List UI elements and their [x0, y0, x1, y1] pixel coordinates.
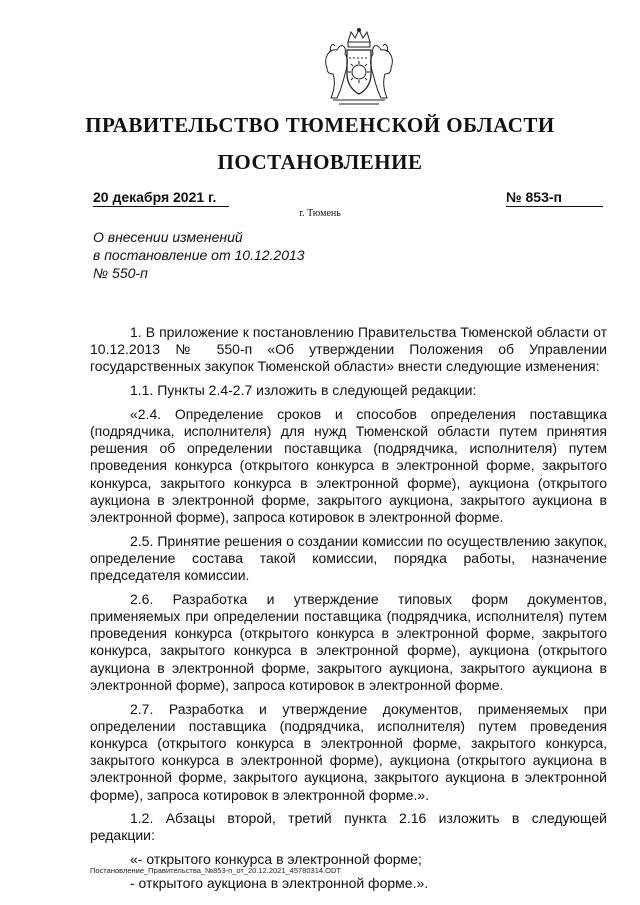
document-date: 20 декабря 2021 г.	[93, 189, 229, 207]
document-subject	[93, 228, 305, 282]
subject-line: в постановление от 10.12.2013	[93, 247, 305, 263]
document-number: № 853-п	[506, 189, 603, 207]
government-name: ПРАВИТЕЛЬСТВО ТЮМЕНСКОЙ ОБЛАСТИ	[85, 113, 555, 137]
paragraph: 2.7. Разработка и утверждение документов, применяемых при определении поставщика (подрядчика, исполнителя) путем проведения конкурса (открытого конкурса в электронной форме, закрытого конкурса, закрытого конкурса в электронной форме), аукциона (открытого аукциона в электронной форме, закрытого аукциона, закрытого аукциона в электронной форме), запроса котировок в электронной форме.».	[90, 700, 607, 803]
document-type: ПОСТАНОВЛЕНИЕ	[217, 150, 423, 174]
paragraph: «2.4. Определение сроков и способов определения поставщика (подрядчика, исполнителя) для нужд Тюменской области путем принятия решения об определении поставщика (подрядчика, исполнителя) путем проведения конкурса (открытого конкурса в электронной форме, закрытого конкурса, закрытого конкурса в электронной форме), аукциона (открытого аукциона в электронной форме, закрытого аукциона, закрытого аукциона в электронной форме), запроса котировок в электронной форме.	[90, 405, 607, 526]
paragraph: 2.5. Принятие решения о создании комиссии по осуществлению закупок, определение состава такой комиссии, порядка работы, назначение председателя комиссии.	[90, 532, 607, 584]
subject-line: № 550-п	[93, 265, 148, 281]
city-label: г. Тюмень	[299, 208, 341, 219]
footer-filename: Постановление_Правительства_№853-п_от_20.12.2021_45780314.ODT	[90, 866, 341, 875]
document-body	[90, 324, 607, 899]
paragraph: «- открытого конкурса в электронной форме;	[130, 851, 422, 868]
paragraph: 1.1. Пункты 2.4-2.7 изложить в следующей редакции:	[130, 382, 477, 399]
tyumen-coat-of-arms-icon	[315, 28, 403, 110]
paragraph: 1. В приложение к постановлению Правительства Тюменской области от 10.12.2013 № 550-п «Об утверждении Положения об Управлении государственных закупок Тюменской области» внести следующие изменения:	[90, 324, 607, 375]
paragraph: 2.6. Разработка и утверждение типовых форм документов, применяемых при определении поставщика (подрядчика, исполнителя) путем проведения конкурса (открытого конкурса в электронной форме, закрытого конкурса, закрытого конкурса в электронной форме), аукциона (открытого аукциона в электронной форме, закрытого аукциона, закрытого аукциона в электронной форме), запроса котировок в электронной форме.	[90, 590, 607, 693]
paragraph: - открытого аукциона в электронной форме.».	[130, 874, 429, 891]
paragraph: 1.2. Абзацы второй, третий пункта 2.16 изложить в следующей редакции:	[90, 810, 607, 844]
subject-line: О внесении изменений	[93, 229, 243, 245]
